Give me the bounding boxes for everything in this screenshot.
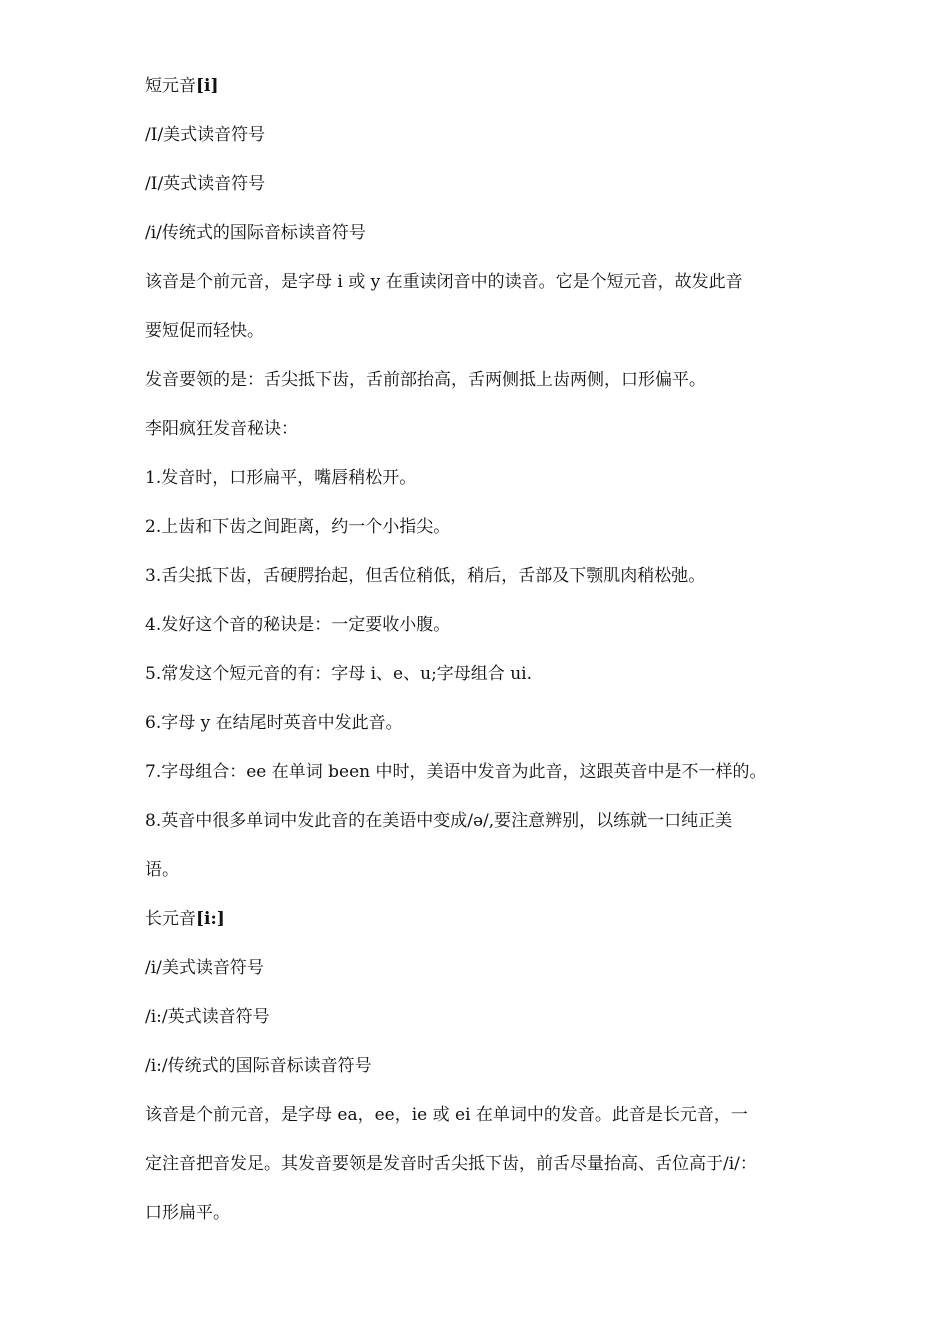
list-item: 4.发好这个音的秘诀是：一定要收小腹。	[145, 615, 451, 635]
list-item: 8.英音中很多单词中发此音的在美语中变成/ə/,要注意辨别，以练就一口纯正美	[145, 811, 733, 831]
text-line: /i/传统式的国际音标读音符号	[145, 223, 366, 243]
phonetic-symbol-long-i: [i:]	[196, 909, 225, 929]
paragraph-line: 发音要领的是：舌尖抵下齿，舌前部抬高，舌两侧抵上齿两侧，口形偏平。	[145, 370, 706, 390]
paragraph-line: 定注音把音发足。其发音要领是发音时舌尖抵下齿，前舌尽量抬高、舌位高于/i/：	[145, 1154, 757, 1174]
text-line: /I/英式读音符号	[145, 174, 266, 194]
list-item: 1.发音时，口形扁平，嘴唇稍松开。	[145, 468, 417, 488]
text-line: /i/美式读音符号	[145, 958, 264, 978]
paragraph-line: 口形扁平。	[145, 1203, 230, 1223]
heading-long-vowel: 长元音[i:]	[145, 909, 225, 929]
section-title: 李阳疯狂发音秘诀：	[145, 419, 298, 439]
list-item: 2.上齿和下齿之间距离，约一个小指尖。	[145, 517, 451, 537]
paragraph-line: 该音是个前元音，是字母 ea，ee，ie 或 ei 在单词中的发音。此音是长元音，一	[145, 1105, 748, 1125]
list-item: 7.字母组合：ee 在单词 been 中时，美语中发音为此音，这跟英音中是不一样的。	[145, 762, 767, 782]
heading-short-vowel: 短元音[i]	[145, 76, 219, 96]
text-line: /I/美式读音符号	[145, 125, 266, 145]
list-item-continuation: 语。	[145, 860, 179, 880]
list-item: 3.舌尖抵下齿，舌硬腭抬起，但舌位稍低，稍后，舌部及下颚肌肉稍松弛。	[145, 566, 706, 586]
list-item: 5.常发这个短元音的有：字母 i、e、u;字母组合 ui.	[145, 664, 532, 684]
paragraph-line: 要短促而轻快。	[145, 321, 264, 341]
text-line: /i:/英式读音符号	[145, 1007, 270, 1027]
list-item: 6.字母 y 在结尾时英音中发此音。	[145, 713, 403, 733]
text-line: /i:/传统式的国际音标读音符号	[145, 1056, 372, 1076]
phonetic-symbol-short-i: [i]	[196, 76, 219, 96]
paragraph-line: 该音是个前元音，是字母 i 或 y 在重读闭音中的读音。它是个短元音，故发此音	[145, 272, 743, 292]
document-body	[145, 74, 815, 1250]
